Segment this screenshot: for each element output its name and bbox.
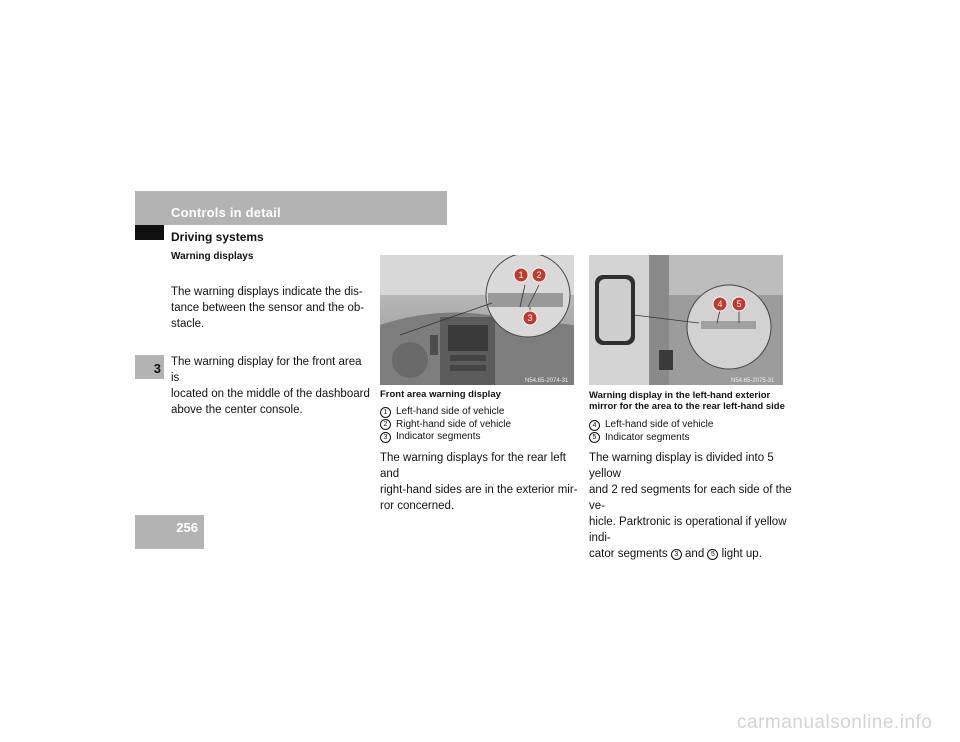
legend-item: 5 Indicator segments <box>589 432 713 445</box>
svg-text:4: 4 <box>717 299 723 309</box>
callout-4 <box>713 297 727 311</box>
chapter-number: 3 <box>153 361 161 376</box>
figure-code: N54.65-2075-31 <box>731 378 775 384</box>
svg-text:3: 3 <box>527 313 533 323</box>
figure2-legend <box>589 419 713 444</box>
ref-5: 5 <box>707 549 718 560</box>
chapter-title: Controls in detail <box>171 205 281 220</box>
legend-item: 3 Indicator segments <box>380 431 511 444</box>
svg-text:1: 1 <box>518 270 524 280</box>
header-tab-marker <box>135 225 164 240</box>
callout-1 <box>514 268 528 282</box>
figure2-caption: Warning display in the left-hand exterior mirror for the area to the rear left-hand side <box>589 390 785 412</box>
page-number: 256 <box>176 520 198 535</box>
ref-3: 3 <box>671 549 682 560</box>
left-body-text <box>171 268 371 440</box>
paragraph-front-location: The warning display for the front area is located on the middle of the dashboard above the center console. <box>171 356 370 416</box>
dashboard-photo <box>380 255 574 385</box>
legend-item: 1 Left-hand side of vehicle <box>380 406 511 419</box>
svg-text:5: 5 <box>736 299 742 309</box>
callout-5 <box>732 297 746 311</box>
mirror-photo <box>589 255 783 385</box>
figure1-legend <box>380 406 511 444</box>
legend-item: 4 Left-hand side of vehicle <box>589 419 713 432</box>
section-title: Driving systems <box>171 230 264 244</box>
paragraph-intro: The warning displays indicate the dis- tance between the sensor and the ob- stacle. <box>171 286 365 330</box>
subsection-heading: Warning displays <box>171 251 254 262</box>
callout-2 <box>532 268 546 282</box>
legend-item: 2 Right-hand side of vehicle <box>380 419 511 432</box>
figure1-caption: Front area warning display <box>380 389 501 400</box>
paragraph-rear-displays: The warning displays for the rear left and right-hand sides are in the exterior mir- ror concerned. <box>380 452 578 512</box>
figure-code: N54.65-2074-31 <box>525 378 569 384</box>
paragraph-segments: The warning display is divided into 5 yellow and 2 red segments for each side of the ve- hicle. Parktronic is operational if yellow indi- cator segments 3 and 5 light up. <box>589 452 792 560</box>
callout-3 <box>523 311 537 325</box>
site-watermark: carmanualsonline.info <box>737 712 933 733</box>
svg-text:2: 2 <box>536 270 542 280</box>
